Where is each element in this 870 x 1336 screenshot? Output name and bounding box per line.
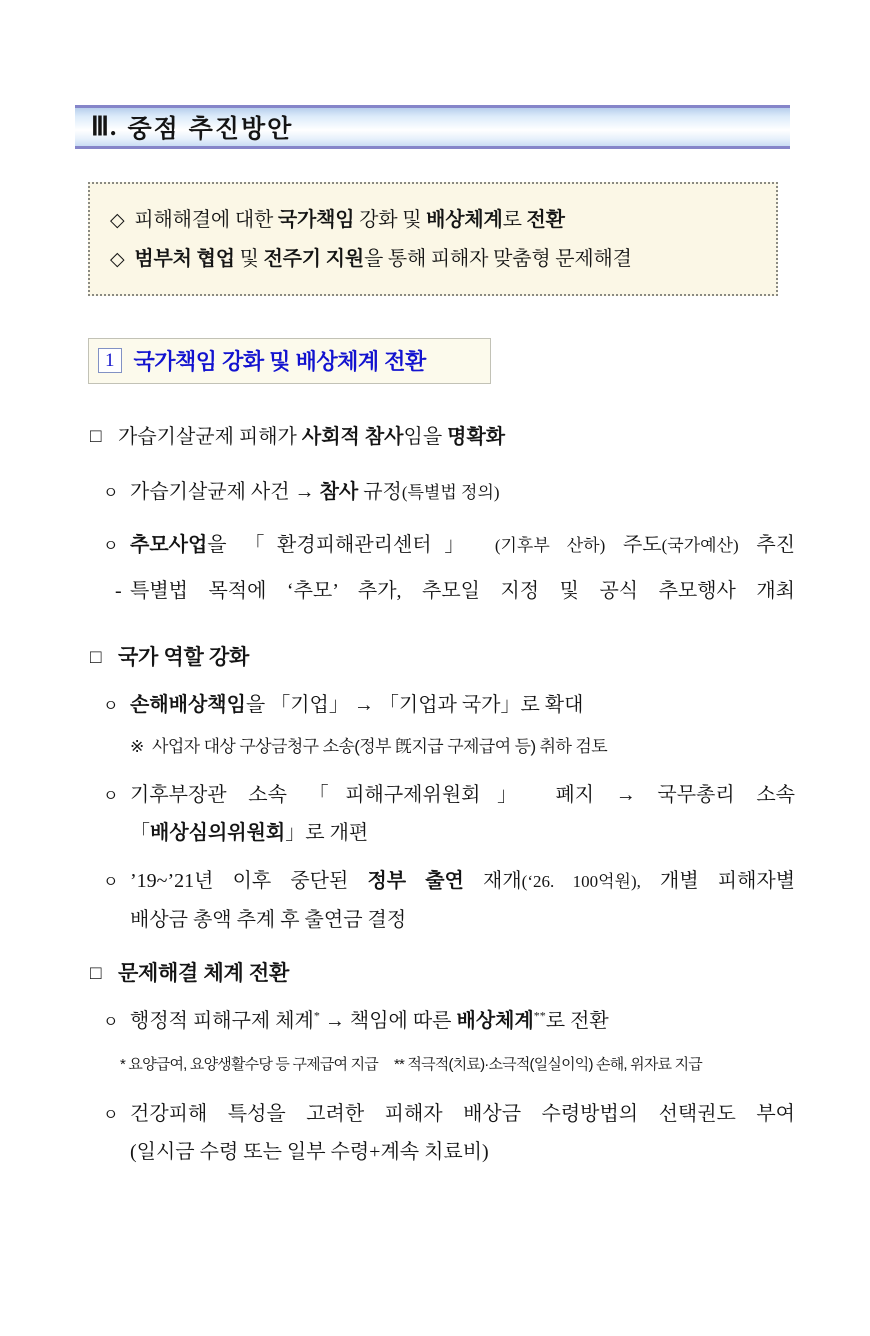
- text-run-bold: 국가 역할 강화: [118, 646, 249, 669]
- bullet-text: [90, 691, 795, 719]
- text-run: 로 전환: [545, 1010, 609, 1032]
- subsection-heading: [88, 338, 491, 384]
- bullet-line: [90, 1007, 795, 1035]
- heading-text: [90, 960, 795, 988]
- continuation-line: [90, 1138, 795, 1166]
- text-run-bold: 정부 출연: [367, 870, 464, 892]
- text-run: (일시금 수령 또는 일부 수령+계속 치료비): [130, 1141, 489, 1163]
- reference-note-text: [90, 735, 795, 759]
- dash-bullet-icon: -: [115, 580, 122, 602]
- continuation-line: [90, 906, 795, 934]
- diamond-bullet-icon: ◇: [110, 249, 125, 270]
- summary-line: [110, 240, 768, 279]
- summary-text-bold: 전환: [526, 209, 565, 231]
- bullet-text: [90, 478, 795, 507]
- heading-line: [90, 423, 795, 451]
- text-run-bold: 참사: [319, 481, 359, 503]
- bullet-line: [90, 867, 795, 896]
- summary-text-bold: 국가책임: [277, 209, 355, 231]
- summary-text: 피해해결에 대한: [134, 209, 278, 231]
- section-numeral: Ⅲ.: [91, 112, 118, 141]
- text-run: → 책임에 따른: [319, 1010, 457, 1032]
- circle-bullet-icon: ㅇ: [103, 485, 119, 502]
- section-title-bar: [75, 105, 790, 149]
- bullet-line: [90, 1100, 795, 1128]
- bullet-line: [90, 691, 795, 719]
- continuation-line: [90, 819, 795, 847]
- summary-text-bold: 배상체계: [426, 209, 503, 231]
- text-run: 을 「기업」 → 「기업과 국가」로 확대: [245, 694, 584, 716]
- bullet-text: [90, 1100, 795, 1128]
- text-run: 임을: [403, 426, 448, 448]
- text-run-bold: 배상체계: [456, 1010, 534, 1032]
- text-run: 」로 개편: [285, 822, 369, 844]
- text-run: 배상금 총액 추계 후 출연금 결정: [130, 909, 407, 931]
- text-run-bold: 문제해결 체계 전환: [118, 962, 289, 985]
- text-run: 특별법 목적에 ‘추모’ 추가, 추모일 지정 및 공식 추모행사 개최: [130, 580, 795, 602]
- circle-bullet-icon: ㅇ: [103, 698, 119, 715]
- dash-text: [90, 577, 795, 605]
- section-number-badge: 1: [98, 348, 122, 373]
- page-title: 중점 추진방안: [127, 115, 294, 143]
- text-run-bold: 배상심의위원회: [150, 822, 286, 844]
- text-run: ’19~’21년 이후 중단된: [130, 870, 368, 892]
- footnote-asterisk: *: [313, 1008, 320, 1023]
- square-bullet-icon: □: [90, 426, 102, 447]
- footnote-line: [90, 1055, 795, 1075]
- text-run-small: (‘26. 100억원),: [521, 872, 641, 891]
- heading-text: [90, 644, 795, 672]
- summary-line: [110, 201, 768, 240]
- text-run: 기후부장관 소속 「피해구제위원회」 폐지 → 국무총리 소속: [130, 784, 795, 806]
- text-run: 주도: [605, 534, 662, 556]
- summary-text: 및: [234, 248, 264, 270]
- bullet-text: [90, 531, 795, 560]
- text-run: 사업자 대상 구상금청구 소송(정부 旣지급 구제급여 등) 취하 검토: [152, 737, 608, 756]
- text-run: 개별 피해자별: [640, 870, 796, 892]
- bullet-text: [90, 1007, 795, 1035]
- summary-text-bold: 전주기 지원: [263, 248, 364, 270]
- text-run: 「: [130, 822, 150, 844]
- footnote-asterisk: **: [533, 1008, 546, 1023]
- bullet-line: [90, 781, 795, 809]
- text-run: 행정적 피해구제 체계: [130, 1010, 314, 1032]
- bullet-line: [90, 531, 795, 560]
- square-bullet-icon: □: [90, 647, 102, 668]
- reference-note-line: [90, 735, 795, 759]
- bullet-text: [90, 819, 795, 847]
- text-run-bold: 사회적 참사: [301, 426, 404, 448]
- text-run-small: (특별법 정의): [401, 483, 500, 502]
- footnote-text: * 요양급여, 요양생활수당 등 구제급여 지급: [120, 1056, 378, 1073]
- text-run-small: (기후부 산하): [494, 536, 606, 555]
- bullet-text: [90, 906, 795, 934]
- heading-line: [90, 960, 795, 988]
- text-run: 재개: [463, 870, 522, 892]
- circle-bullet-icon: ㅇ: [103, 874, 119, 891]
- subsection-title: 국가책임 강화 및 배상체계 전환: [133, 349, 426, 374]
- summary-box: [88, 182, 778, 296]
- text-run: 을 「환경피해관리센터」: [207, 534, 495, 556]
- document-body: [90, 423, 795, 1166]
- circle-bullet-icon: ㅇ: [103, 538, 119, 555]
- text-run: 규정: [358, 481, 402, 503]
- text-run-bold: 명확화: [447, 426, 506, 448]
- summary-text: 을 통해 피해자 맞춤형 문제해결: [363, 248, 632, 270]
- summary-text: 로: [502, 209, 527, 231]
- heading-line: [90, 644, 795, 672]
- bullet-text: [90, 867, 795, 896]
- text-run: 건강피해 특성을 고려한 피해자 배상금 수령방법의 선택권도 부여: [130, 1103, 795, 1125]
- text-run: 가습기살균제 피해가: [118, 426, 302, 448]
- text-run: 가습기살균제 사건 →: [130, 481, 320, 503]
- text-run-small: (국가예산): [661, 536, 739, 555]
- text-run-bold: 추모사업: [130, 534, 208, 556]
- circle-bullet-icon: ㅇ: [103, 1014, 119, 1031]
- diamond-bullet-icon: ◇: [110, 210, 125, 231]
- bullet-text: [90, 1138, 795, 1166]
- bullet-text: [90, 781, 795, 809]
- square-bullet-icon: □: [90, 963, 102, 984]
- footnote-text: ** 적극적(치료)·소극적(일실이익) 손해, 위자료 지급: [393, 1056, 702, 1073]
- text-run-bold: 손해배상책임: [130, 694, 246, 716]
- circle-bullet-icon: ㅇ: [103, 1107, 119, 1124]
- summary-text-bold: 범부처 협업: [134, 248, 235, 270]
- bullet-line: [90, 478, 795, 507]
- circle-bullet-icon: ㅇ: [103, 788, 119, 805]
- reference-mark-icon: ※: [130, 737, 144, 756]
- summary-text: 강화 및: [354, 209, 427, 231]
- dash-line: [90, 577, 795, 605]
- text-run: 추진: [738, 534, 796, 556]
- heading-text: [90, 423, 795, 451]
